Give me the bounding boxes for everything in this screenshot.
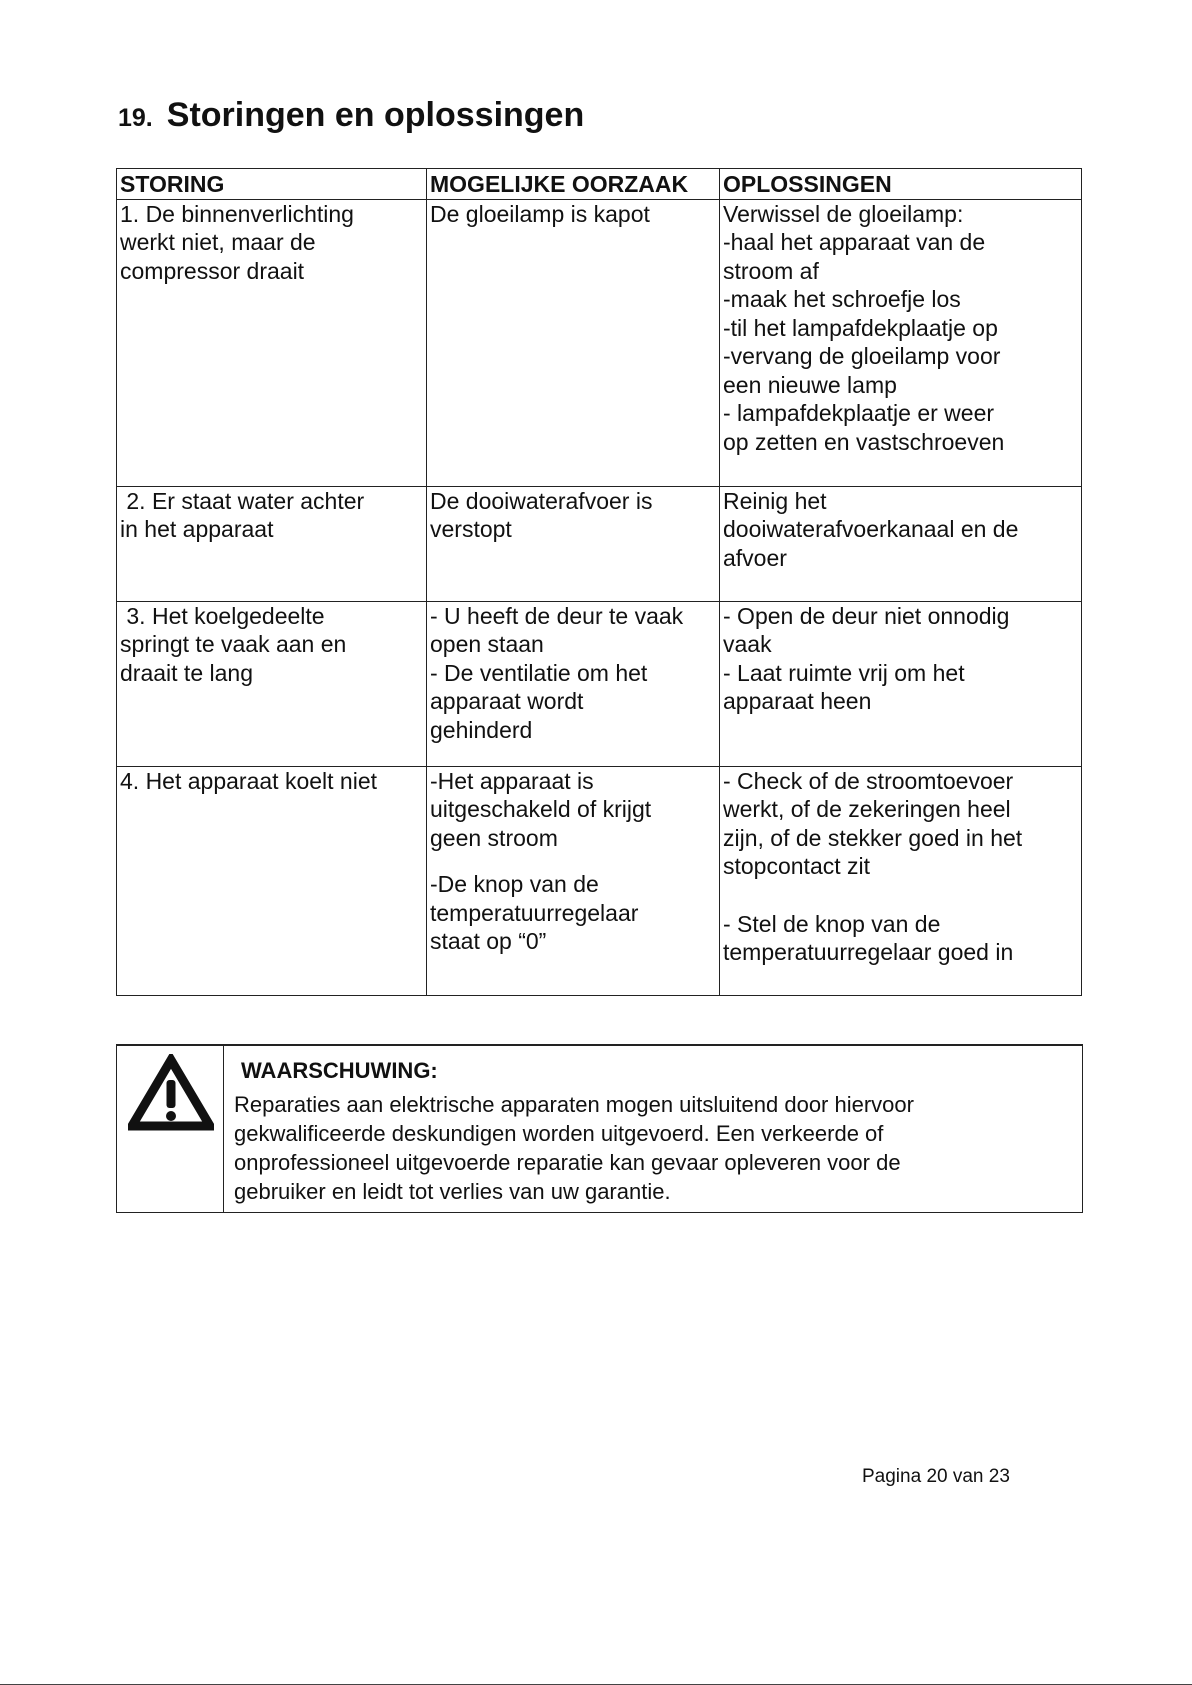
table-row: [117, 486, 1082, 601]
cell-line: apparaat heen: [723, 688, 872, 714]
cell-spacer: [430, 852, 716, 870]
cell-spacer: [723, 881, 1078, 910]
column-header-oplossingen: OPLOSSINGEN: [720, 169, 1082, 200]
cell-line: stroom af: [723, 257, 819, 284]
warning-triangle-icon: [128, 1054, 214, 1132]
cell-oplossing: [720, 199, 1082, 486]
cell-line: -Het apparaat is: [430, 767, 594, 794]
table-header-row: [117, 169, 1082, 200]
column-header-oorzaak: MOGELIJKE OORZAAK: [427, 169, 720, 200]
cell-oorzaak: [427, 486, 720, 601]
cell-line: - lampafdekplaatje er weer: [723, 400, 995, 426]
table-row: [117, 601, 1082, 766]
cell-storing: [117, 199, 427, 486]
cell-line: verstopt: [430, 516, 512, 542]
cell-line: -vervang de gloeilamp voor: [723, 343, 1001, 369]
cell-line: werkt, of de zekeringen heel: [723, 796, 1011, 822]
cell-line: - Check of de stroomtoevoer: [723, 767, 1014, 794]
cell-line: - Laat ruimte vrij om het: [723, 659, 965, 686]
cell-line: stopcontact zit: [723, 853, 871, 879]
cell-line: De dooiwaterafvoer is: [430, 487, 653, 514]
section-number: 19.: [118, 104, 153, 132]
cell-storing: [117, 601, 427, 766]
cell-line: springt te vaak aan en: [120, 631, 347, 657]
cell-oplossing: [720, 766, 1082, 995]
cell-line: op zetten en vastschroeven: [723, 428, 1005, 455]
warning-line: gekwalificeerde deskundigen worden uitgevoerd. Een verkeerde of: [234, 1121, 884, 1146]
cell-line: uitgeschakeld of krijgt: [430, 796, 652, 822]
cell-line: -maak het schroefje los: [723, 286, 961, 312]
cell-line: - Open de deur niet onnodig: [723, 602, 1010, 629]
cell-line: - De ventilatie om het: [430, 659, 648, 686]
cell-oorzaak: [427, 199, 720, 486]
cell-line: draait te lang: [120, 659, 253, 686]
cell-line: temperatuurregelaar: [430, 899, 639, 926]
cell-line: De gloeilamp is kapot: [430, 200, 650, 227]
page-heading: [118, 98, 584, 132]
cell-line: zijn, of de stekker goed in het: [723, 824, 1023, 851]
cell-line: open staan: [430, 631, 544, 657]
warning-title: WAARSCHUWING:: [241, 1058, 438, 1083]
warning-box: [116, 1044, 1083, 1213]
page-number: Pagina 20 van 23: [862, 1466, 1010, 1487]
cell-line: werkt niet, maar de: [120, 229, 316, 255]
cell-line: Reinig het: [723, 487, 827, 514]
warning-text: [234, 1090, 1054, 1206]
cell-line: dooiwaterafvoerkanaal en de: [723, 516, 1019, 542]
cell-line: 4. Het apparaat koelt niet: [120, 767, 377, 794]
cell-storing: [117, 486, 427, 601]
cell-line: -til het lampafdekplaatje op: [723, 314, 998, 341]
cell-line: 3. Het koelgedeelte: [120, 602, 325, 629]
section-title: Storingen en oplossingen: [166, 96, 585, 134]
cell-line: -De knop van de: [430, 871, 599, 897]
cell-line: afvoer: [723, 544, 787, 571]
cell-line: -haal het apparaat van de: [723, 229, 986, 255]
cell-line: geen stroom: [430, 824, 558, 851]
warning-icon-cell: [117, 1046, 224, 1212]
troubleshooting-table: [116, 168, 1082, 996]
cell-line: - U heeft de deur te vaak: [430, 602, 684, 629]
cell-line: - Stel de knop van de: [723, 910, 941, 937]
cell-line: gehinderd: [430, 716, 533, 743]
cell-line: temperatuurregelaar goed in: [723, 939, 1014, 965]
cell-line: in het apparaat: [120, 516, 274, 542]
cell-oplossing: [720, 601, 1082, 766]
warning-line: gebruiker en leidt tot verlies van uw garantie.: [234, 1179, 671, 1204]
cell-line: Verwissel de gloeilamp:: [723, 200, 964, 227]
cell-oorzaak: [427, 601, 720, 766]
cell-storing: [117, 766, 427, 995]
cell-oplossing: [720, 486, 1082, 601]
cell-line: compressor draait: [120, 257, 305, 284]
table-row: [117, 199, 1082, 486]
warning-line: onprofessioneel uitgevoerde reparatie kan gevaar opleveren voor de: [234, 1150, 901, 1175]
cell-line: apparaat wordt: [430, 688, 584, 714]
cell-line: staat op “0”: [430, 928, 547, 954]
cell-oorzaak: [427, 766, 720, 995]
cell-line: vaak: [723, 631, 772, 657]
cell-line: een nieuwe lamp: [723, 371, 897, 398]
warning-line: Reparaties aan elektrische apparaten mogen uitsluitend door hiervoor: [234, 1092, 914, 1117]
table-row: [117, 766, 1082, 995]
cell-line: 2. Er staat water achter: [120, 487, 365, 514]
cell-line: 1. De binnenverlichting: [120, 200, 354, 227]
column-header-storing: STORING: [117, 169, 427, 200]
